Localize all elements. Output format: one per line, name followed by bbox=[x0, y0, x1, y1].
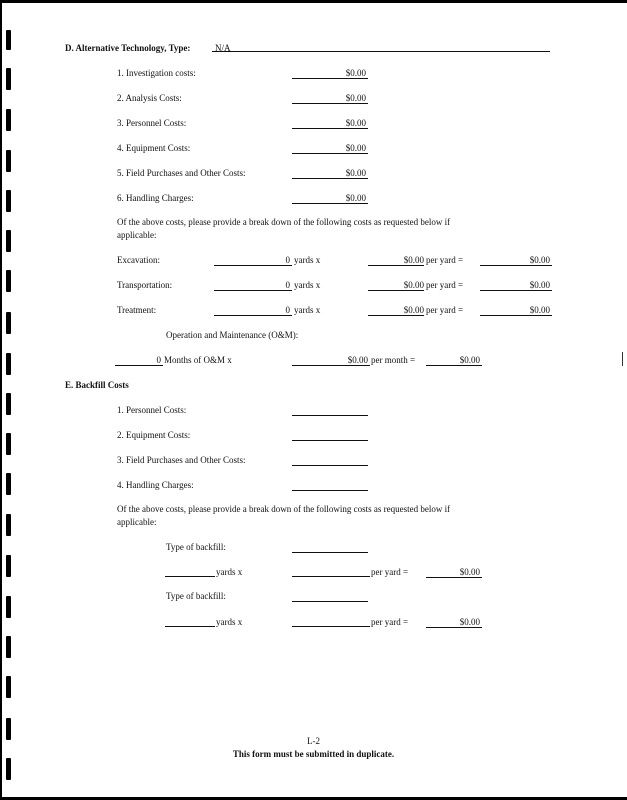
scan-edge-top bbox=[0, 0, 627, 3]
backfill-breakdown-instructions: Of the above costs, please provide a break down of the following costs as requested below if bbox=[117, 504, 451, 514]
backfill-per: per yard = bbox=[371, 617, 409, 627]
binder-hole bbox=[6, 353, 11, 375]
binder-hole bbox=[6, 312, 11, 334]
excavation-label: Excavation: bbox=[117, 255, 160, 265]
treatment-per: per yard = bbox=[426, 305, 464, 315]
field-line bbox=[292, 365, 370, 366]
field-line bbox=[426, 365, 482, 366]
equipment-costs-label: 4. Equipment Costs: bbox=[117, 143, 191, 153]
binder-hole bbox=[6, 109, 11, 131]
field-purchases-value[interactable]: $0.00 bbox=[345, 168, 366, 178]
page-number: L-2 bbox=[307, 736, 320, 746]
field-line bbox=[480, 290, 552, 291]
field-line bbox=[292, 78, 368, 79]
binder-hole bbox=[6, 676, 11, 698]
backfill-equipment-field[interactable] bbox=[292, 440, 368, 441]
field-line bbox=[115, 365, 163, 366]
binder-hole bbox=[6, 433, 11, 455]
section-e-heading: E. Backfill Costs bbox=[65, 380, 129, 390]
binder-hole bbox=[6, 393, 11, 415]
om-heading: Operation and Maintenance (O&M): bbox=[166, 330, 299, 340]
field-line bbox=[426, 577, 482, 578]
backfill-field-purchases-label: 3. Field Purchases and Other Costs: bbox=[117, 455, 246, 465]
backfill-rate-field[interactable] bbox=[292, 576, 370, 577]
handling-charges-label: 6. Handling Charges: bbox=[117, 193, 194, 203]
excavation-total[interactable]: $0.00 bbox=[529, 255, 550, 265]
backfill-yards-field[interactable] bbox=[165, 576, 215, 577]
backfill-handling-label: 4. Handling Charges: bbox=[117, 480, 194, 490]
field-line bbox=[480, 265, 552, 266]
field-line bbox=[292, 128, 368, 129]
binder-hole bbox=[6, 636, 11, 658]
binder-hole bbox=[6, 30, 11, 50]
field-purchases-label: 5. Field Purchases and Other Costs: bbox=[117, 168, 246, 178]
personnel-costs-value[interactable]: $0.00 bbox=[345, 118, 366, 128]
analysis-costs-label: 2. Analysis Costs: bbox=[117, 93, 182, 103]
field-line bbox=[214, 315, 292, 316]
treatment-total[interactable]: $0.00 bbox=[529, 305, 550, 315]
excavation-per: per yard = bbox=[426, 255, 464, 265]
field-line bbox=[292, 153, 368, 154]
field-line bbox=[214, 265, 292, 266]
backfill-type-field[interactable] bbox=[292, 552, 368, 553]
transportation-label: Transportation: bbox=[117, 280, 173, 290]
binder-hole bbox=[6, 68, 11, 90]
treatment-unit: yards x bbox=[294, 305, 321, 315]
field-line bbox=[292, 203, 368, 204]
field-line bbox=[480, 315, 552, 316]
section-d-heading: D. Alternative Technology, Type: bbox=[65, 43, 191, 53]
backfill-unit: yards x bbox=[216, 617, 243, 627]
excavation-unit: yards x bbox=[294, 255, 321, 265]
equipment-costs-value[interactable]: $0.00 bbox=[345, 143, 366, 153]
scan-edge-left bbox=[0, 0, 2, 800]
backfill-unit: yards x bbox=[216, 567, 243, 577]
field-line bbox=[292, 178, 368, 179]
backfill-type-label: Type of backfill: bbox=[166, 591, 226, 601]
field-line bbox=[214, 290, 292, 291]
submission-note: This form must be submitted in duplicate. bbox=[232, 749, 395, 759]
om-months-label: Months of O&M x bbox=[164, 355, 232, 365]
transportation-unit: yards x bbox=[294, 280, 321, 290]
backfill-breakdown-instructions-cont: applicable: bbox=[117, 517, 157, 527]
backfill-type-label: Type of backfill: bbox=[166, 542, 226, 552]
technology-type-value[interactable]: N/A bbox=[215, 43, 231, 53]
investigation-costs-value[interactable]: $0.00 bbox=[345, 68, 366, 78]
scan-mark bbox=[622, 352, 623, 366]
field-line bbox=[368, 265, 424, 266]
treatment-rate[interactable]: $0.00 bbox=[403, 305, 424, 315]
backfill-handling-field[interactable] bbox=[292, 490, 368, 491]
binder-hole bbox=[6, 150, 11, 172]
om-months[interactable]: 0 bbox=[156, 355, 161, 365]
treatment-qty[interactable]: 0 bbox=[285, 305, 290, 315]
field-line bbox=[292, 103, 368, 104]
transportation-rate[interactable]: $0.00 bbox=[403, 280, 424, 290]
om-per: per month = bbox=[371, 355, 416, 365]
backfill-total[interactable]: $0.00 bbox=[459, 567, 480, 577]
binder-hole bbox=[6, 514, 11, 536]
om-total[interactable]: $0.00 bbox=[459, 355, 480, 365]
binder-hole bbox=[6, 230, 11, 252]
backfill-personnel-label: 1. Personnel Costs: bbox=[117, 405, 187, 415]
excavation-rate[interactable]: $0.00 bbox=[403, 255, 424, 265]
transportation-per: per yard = bbox=[426, 280, 464, 290]
binder-hole bbox=[6, 555, 11, 577]
backfill-yards-field[interactable] bbox=[165, 626, 215, 627]
personnel-costs-label: 3. Personnel Costs: bbox=[117, 118, 187, 128]
investigation-costs-label: 1. Investigation costs: bbox=[117, 68, 196, 78]
backfill-per: per yard = bbox=[371, 567, 409, 577]
field-line bbox=[426, 627, 482, 628]
excavation-qty[interactable]: 0 bbox=[285, 255, 290, 265]
treatment-label: Treatment: bbox=[117, 305, 157, 315]
transportation-qty[interactable]: 0 bbox=[285, 280, 290, 290]
backfill-type-field[interactable] bbox=[292, 601, 368, 602]
field-line bbox=[368, 290, 424, 291]
binder-hole bbox=[6, 596, 11, 618]
handling-charges-value[interactable]: $0.00 bbox=[345, 193, 366, 203]
binder-hole bbox=[6, 473, 11, 495]
technology-type-line bbox=[212, 51, 550, 52]
binder-hole bbox=[6, 758, 11, 780]
breakdown-instructions-cont: applicable: bbox=[117, 230, 157, 240]
backfill-personnel-field[interactable] bbox=[292, 415, 368, 416]
breakdown-instructions: Of the above costs, please provide a break down of the following costs as requested below if bbox=[117, 217, 451, 227]
backfill-total[interactable]: $0.00 bbox=[459, 617, 480, 627]
backfill-equipment-label: 2. Equipment Costs: bbox=[117, 430, 191, 440]
binder-hole bbox=[6, 190, 11, 212]
backfill-field-purchases-field[interactable] bbox=[292, 465, 368, 466]
backfill-rate-field[interactable] bbox=[292, 626, 370, 627]
om-rate[interactable]: $0.00 bbox=[347, 355, 368, 365]
binder-hole bbox=[6, 270, 11, 292]
field-line bbox=[368, 315, 424, 316]
analysis-costs-value[interactable]: $0.00 bbox=[345, 93, 366, 103]
transportation-total[interactable]: $0.00 bbox=[529, 280, 550, 290]
